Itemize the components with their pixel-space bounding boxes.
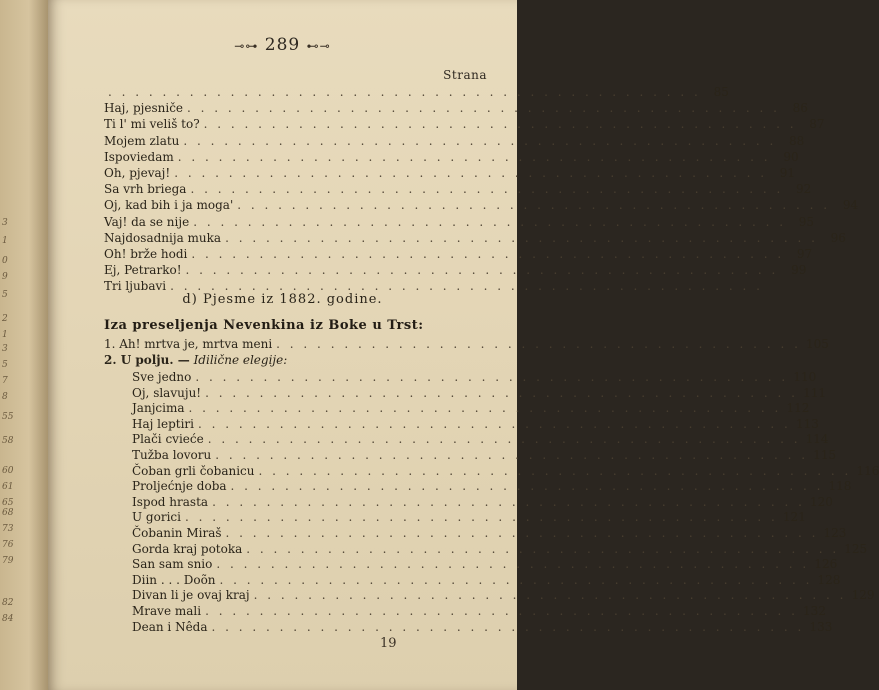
entry-page: 99 [791, 263, 807, 278]
entry-title: Tužba lovoru [132, 448, 212, 462]
column-heading: Strana [443, 68, 487, 82]
entry-page: 85 [713, 85, 729, 99]
entry-page: 116 [856, 463, 879, 478]
toc-entry [132, 604, 826, 618]
entry-title: Sve jedno [132, 370, 192, 384]
left-margin-number: 55 [2, 412, 14, 422]
leader-dots: . . . . . . . . . . . . . . . . . . . . . . . . . . . . . . . . . . . . . . . . . . . . [246, 541, 840, 556]
toc-entry [132, 557, 838, 572]
entry-title: Najdosadnija muka [104, 230, 222, 245]
toc-entry [104, 117, 825, 132]
toc-entry [104, 198, 859, 213]
leader-dots: . . . . . . . . . . . . . . . . . . . . . . . . . . . . . . . . . . . . . . . . . . . . [184, 510, 778, 525]
left-page-edge [0, 0, 48, 690]
left-margin-number: 0 [2, 256, 8, 266]
entry-title: 1. Ah! mrtva je, mrtva meni [104, 337, 273, 351]
leader-dots: . . . . . . . . . . . . . . . . . . . . . . . . . . . . . . . . . . . . . . . . . . . . [207, 432, 801, 447]
leader-dots: . . . . . . . . . . . . . . . . . . . . . . . . . . . . . . . . . . . . . . . . . . . . [185, 263, 779, 278]
entry-title: Janjcima [132, 401, 185, 416]
entry-title: Oh! brže hodi [104, 247, 188, 261]
toc-entry [104, 263, 807, 278]
leader-dots: . . . . . . . . . . . . . . . . . . . . . . . . . . . . . . . . . . . . . . . . . . . . [216, 557, 810, 572]
entry-title: Sa vrh briega [104, 182, 187, 197]
toc-entry [132, 479, 852, 494]
entry-page: 87 [809, 117, 825, 132]
toc-entry [104, 182, 812, 197]
leader-dots: . . . . . . . . . . . . . . . . . . . . . . . . . . . . . . . . . . . . . . . . . . . . [211, 619, 805, 634]
entry-page: 120 [810, 494, 833, 509]
entry-title-bold: 2. U polju. — [104, 353, 190, 367]
toc-entry [132, 448, 837, 462]
toc-entry [104, 133, 805, 148]
toc-entry [104, 230, 846, 245]
toc-entry [104, 279, 763, 294]
leader-dots: . . . . . . . . . . . . . . . . . . . . . . . . . . . . . . . . . . . . . . . . . . . . [188, 401, 782, 416]
toc-entry [132, 385, 826, 400]
toc-entry [132, 541, 868, 556]
entry-page: 125 [844, 541, 868, 556]
group-title: Iza preseljenja Nevenkina iz Boke u Trst: [104, 318, 424, 333]
toc-entry [132, 494, 833, 509]
left-margin-number: 3 [2, 344, 8, 354]
entry-page: 110 [793, 370, 817, 384]
entry-title-italic: Idilične elegije: [193, 353, 288, 367]
toc-entry [132, 510, 806, 525]
leader-dots: . . . . . . . . . . . . . . . . . . . . . . . . . . . . . . . . . . . . . . . . . . . . [187, 101, 780, 116]
leader-dots: . . . . . . . . . . . . . . . . . . . . . . . . . . . . . . . . . . . . . . . . . . . . [203, 117, 797, 132]
entry-page: 129 [851, 588, 875, 603]
leader-dots: . . . . . . . . . . . . . . . . . . . . . . . . . . . . . . . . . . . . . . . . . . . . [174, 166, 768, 180]
leader-dots: . . . . . . . . . . . . . . . . . . . . . . . . . . . . . . . . . . . . . . . . . . . . [195, 370, 789, 384]
toc-entry [104, 85, 729, 99]
entry-page: 113 [795, 416, 819, 431]
entry-title: Ispod hrasta [132, 494, 209, 509]
entry-title: Gorda kraj potoka [132, 541, 243, 556]
entry-page: 115 [813, 448, 837, 462]
toc-entry [104, 214, 815, 229]
leader-dots: . . . . . . . . . . . . . . . . . . . . . . . . . . . . . . . . . . . . . . . . . . . . [190, 182, 784, 197]
leader-dots: . . . . . . . . . . . . . . . . . . . . . . . . . . . . . . . . . . . . . . . . . . . . [177, 149, 771, 164]
entry-page: 128 [817, 572, 841, 587]
left-margin-number: 61 [2, 482, 14, 492]
toc-entry [132, 572, 841, 587]
entry-title: Diin . . . Doõn [132, 572, 216, 587]
entry-title: Oj, slavuju! [132, 385, 202, 400]
leader-dots: . . . . . . . . . . . . . . . . . . . . . . . . . . . . . . . . . . . . . . . . . . . . [230, 479, 824, 494]
leader-dots: . . . . . . . . . . . . . . . . . . . . . . . . . . . . . . . . . . . . . . . . . . . . [191, 247, 785, 261]
entry-page: 97 [796, 247, 813, 261]
leader-dots: . . . . . . . . . . . . . . . . . . . . . . . . . . . . . . . . . . . . . . . . . . . . [198, 416, 791, 431]
entry-page: 95 [798, 214, 815, 229]
toc-entry [104, 149, 799, 164]
entry-page: 88 [788, 133, 805, 148]
leader-dots: . . . . . . . . . . . . . . . . . . . . . . . . . . . . . . . . . . . . . . . . . . . . [237, 198, 831, 213]
leader-dots: . . . . . . . . . . . . . . . . . . . . . . . . . . . . . . . . . . . . . . . . . . . . [253, 588, 847, 603]
page-header [48, 35, 517, 55]
toc-entry [132, 588, 875, 603]
leader-dots: . . . . . . . . . . . . . . . . . . . . . . . . . . . . . . . . . . . . . . . . . . . . [193, 214, 787, 229]
toc-entry-heading [104, 353, 484, 367]
entry-page: 86 [792, 101, 808, 116]
entry-title: Oj, kad bih i ja moga' [104, 198, 234, 213]
entry-page: 118 [828, 479, 852, 494]
entry-title: Čoban grli čobanicu [132, 463, 255, 478]
entry-title: Čobanin Miraš [132, 526, 222, 540]
toc-entry [104, 247, 813, 261]
left-margin-number: 3 [2, 218, 8, 228]
entry-title: Proljećnje doba [132, 479, 227, 494]
entry-page: 126 [814, 557, 838, 572]
toc-entry [132, 432, 829, 447]
left-margin-number: 58 [2, 436, 14, 446]
entry-page: 114 [805, 432, 829, 447]
entry-title: Dean i Nêda [132, 619, 208, 634]
left-margin-number: 1 [2, 330, 8, 340]
entry-page: 112 [786, 401, 810, 416]
toc-entry [104, 337, 829, 351]
left-margin-number: 68 [2, 508, 14, 518]
left-margin-number: 2 [2, 314, 8, 324]
leader-dots: . . . . . . . . . . . . . . . . . . . . . . . . . . . . . . . . . . . . . . . . . . . . [219, 572, 813, 587]
left-margin-number: 76 [2, 540, 14, 550]
toc-entry [132, 370, 817, 384]
leader-dots: . . . . . . . . . . . . . . . . . . . . . . . . . . . . . . . . . . . . . . . . . . . . [108, 85, 701, 99]
leader-dots: . . . . . . . . . . . . . . . . . . . . . . . . . . . . . . . . . . . . . . . . . . . . [205, 385, 798, 400]
toc-entry [132, 463, 879, 478]
entry-page: 111 [803, 385, 826, 400]
entry-page: 91 [779, 166, 796, 180]
left-margin-number: 1 [2, 236, 8, 246]
toc-entry [104, 101, 808, 116]
left-margin-number: 5 [2, 290, 8, 300]
leader-dots: . . . . . . . . . . . . . . . . . . . . . . . . . . . . . . . . . . . . . . . . . . . . [170, 279, 763, 294]
entry-title: San sam snio [132, 557, 213, 572]
entry-page: 105 [805, 337, 829, 351]
leader-dots: . . . . . . . . . . . . . . . . . . . . . . . . . . . . . . . . . . . . . . . . . . . . [183, 133, 777, 148]
entry-page: 96 [830, 230, 846, 245]
page-number: 289 [264, 35, 301, 55]
entry-page: 94 [842, 198, 859, 213]
book-page [48, 0, 879, 690]
entry-title: Mojem zlatu [104, 133, 180, 148]
entry-page: 90 [783, 149, 799, 164]
entry-title: Plači cvieće [132, 432, 204, 447]
signature-mark: 19 [380, 636, 397, 651]
entry-title: U gorici [132, 510, 181, 525]
toc-entry [132, 416, 819, 431]
leader-dots: . . . . . . . . . . . . . . . . . . . . . . . . . . . . . . . . . . . . . . . . . . . . [212, 494, 805, 509]
leader-dots: . . . . . . . . . . . . . . . . . . . . . . . . . . . . . . . . . . . . . . . . . . . . [225, 526, 819, 540]
left-margin-number: 60 [2, 466, 14, 476]
ornament-right-icon: ⊷⊸ [306, 39, 331, 53]
entry-title: Haj leptiri [132, 416, 195, 431]
entry-title: Haj, pjesniče [104, 101, 184, 116]
toc-entry [132, 526, 847, 540]
entry-title: Oh, pjevaj! [104, 166, 171, 180]
entry-title: Vaj! da se nije [104, 214, 190, 229]
left-margin-number: 79 [2, 556, 14, 566]
entry-title: Divan li je ovaj kraj [132, 588, 250, 603]
leader-dots: . . . . . . . . . . . . . . . . . . . . . . . . . . . . . . . . . . . . . . . . . . . . [215, 448, 809, 462]
left-margin-number: 65 [2, 498, 14, 508]
entry-title: Tri ljubavi [104, 279, 167, 294]
leader-dots: . . . . . . . . . . . . . . . . . . . . . . . . . . . . . . . . . . . . . . . . . . . . [258, 463, 852, 478]
left-margin-number: 5 [2, 360, 8, 370]
entry-page: 133 [809, 619, 833, 634]
left-margin-number: 7 [2, 376, 8, 386]
left-margin-number: 73 [2, 524, 14, 534]
entry-title: Ti l' mi veliš to? [104, 117, 200, 132]
left-margin-number: 84 [2, 614, 14, 624]
entry-title: Mrave mali [132, 604, 202, 618]
toc-entry [132, 401, 810, 416]
entry-page: 92 [796, 182, 812, 197]
left-margin-number: 8 [2, 392, 8, 402]
entry-page: 121 [782, 510, 806, 525]
left-margin-number: 9 [2, 272, 8, 282]
ornament-left-icon: ⊸⊶ [234, 39, 259, 53]
toc-entry [104, 166, 796, 180]
entry-page: 123 [823, 526, 847, 540]
entry-title: Ej, Petrarko! [104, 263, 182, 278]
section-title: d) Pjesme iz 1882. godine. [182, 292, 383, 307]
leader-dots: . . . . . . . . . . . . . . . . . . . . . . . . . . . . . . . . . . . . . . . . . . . . [225, 230, 818, 245]
leader-dots: . . . . . . . . . . . . . . . . . . . . . . . . . . . . . . . . . . . . . . . . . . . . [205, 604, 798, 618]
leader-dots: . . . . . . . . . . . . . . . . . . . . . . . . . . . . . . . . . . . . . . . [276, 337, 801, 351]
left-margin-number: 82 [2, 598, 14, 608]
entry-title: Ispoviedam [104, 149, 174, 164]
entry-page: 132 [803, 604, 826, 618]
toc-entry [132, 619, 833, 634]
